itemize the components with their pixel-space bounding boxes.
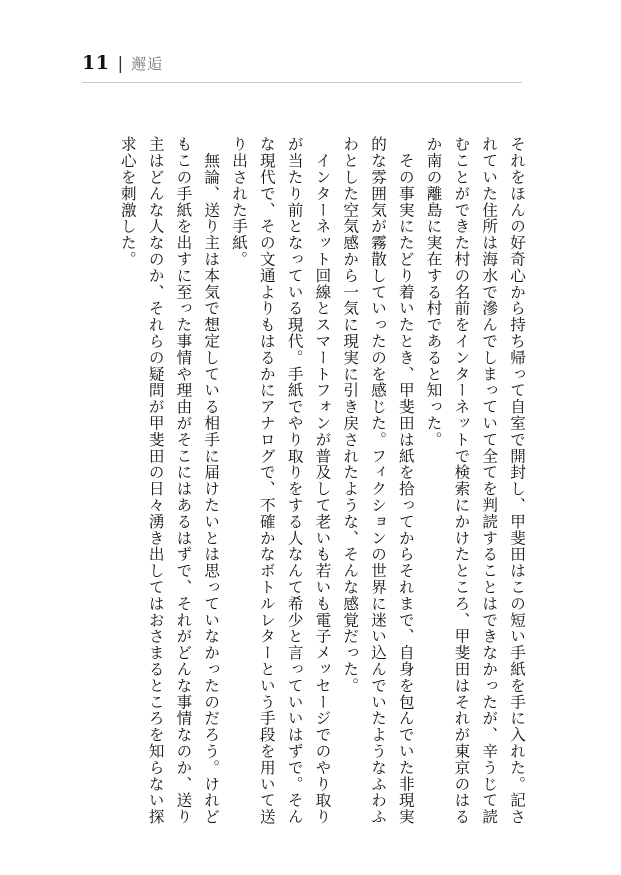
chapter-title: 邂逅 [131, 55, 164, 73]
vertical-body-text [86, 136, 530, 826]
paragraph: 無論、送り主は本気で想定している相手に届けたいとは思っていなかったのだろう。けれどもこの手紙を出すに至った事情や理由がそこにはあるはずで、それがどんな事情なのか、送り主はどんな人なのか、それらの疑問が甲斐田の日々湧き出してはおさまるところを知らない探求心を刺激した。 [118, 136, 221, 825]
paragraph: それをほんの好奇心から持ち帰って自室で開封し、甲斐田はこの短い手紙を手に入れた。記されていた住所は海水で滲んでしまっていて全てを判読することはできなかったが、辛うじて読むことができた村の名前をインターネットで検索にかけたところ、甲斐田はそれが東京のはるか南の離島に実在する村であると知った。 [424, 136, 526, 825]
paragraph: その事実にたどり着いたとき、甲斐田は紙を拾ってからそれまで、自身を包んでいた非現実的な雰囲気が霧散していったのを感じた。フィクションの世界に迷い込んでいたようなふわふわとした空気感から一気に現実に引き戻されたような、そんな感覚だった。 [341, 136, 415, 825]
running-header [82, 52, 163, 82]
chapter-number: 11 [82, 52, 110, 74]
header-divider [82, 82, 522, 83]
header-separator: | [117, 54, 124, 74]
paragraph: インターネット回線とスマートフォンが普及して老いも若いも電子メッセージでのやり取りが当たり前となっている現代。手紙でやり取りをする人なんて希少と言っていいはずで。そんな現代で、その文通よりもはるかにアナログで、不確かなボトルレターという手段を用いて送り出された手紙。 [230, 136, 332, 825]
